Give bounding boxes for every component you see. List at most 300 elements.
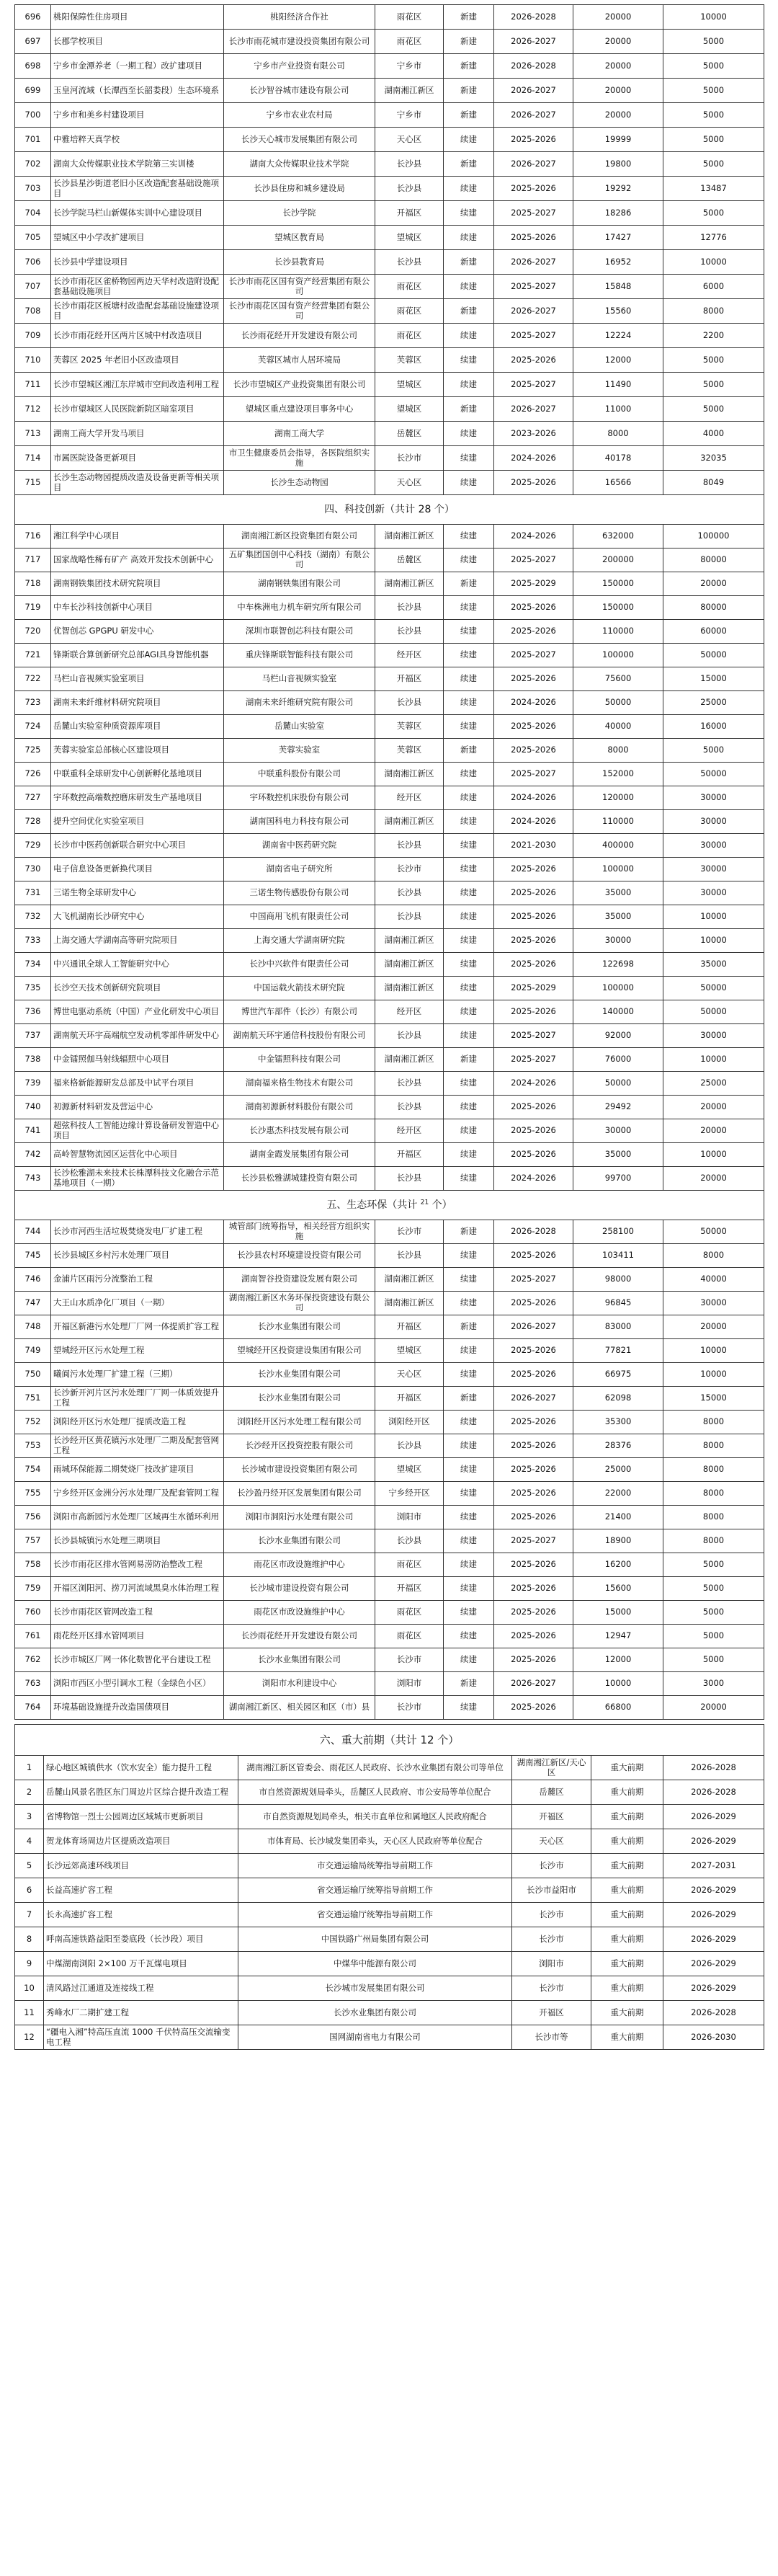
construction-type: 续建 bbox=[444, 977, 494, 1000]
responsible-unit: 长沙惠杰科技发展有限公司 bbox=[224, 1119, 375, 1143]
table-row bbox=[15, 1363, 764, 1387]
planned-investment: 8000 bbox=[663, 1458, 764, 1482]
row-number: 704 bbox=[15, 201, 51, 226]
construction-period: 2025-2027 bbox=[494, 324, 573, 348]
location: 望城区 bbox=[375, 226, 444, 250]
total-investment: 19292 bbox=[573, 177, 663, 201]
construction-period: 2026-2027 bbox=[494, 79, 573, 103]
table-row bbox=[15, 177, 764, 201]
location: 长沙县 bbox=[375, 1096, 444, 1119]
table-row bbox=[15, 2001, 764, 2025]
table-row bbox=[15, 1482, 764, 1506]
construction-period: 2024-2026 bbox=[494, 1072, 573, 1096]
total-investment: 76000 bbox=[573, 1048, 663, 1072]
responsible-unit: 重庆锋斯联智能科技有限公司 bbox=[224, 644, 375, 667]
construction-type: 新建 bbox=[444, 30, 494, 54]
construction-period: 2026-2027 bbox=[494, 299, 573, 324]
project-name: 长沙市城区厂网一体化数智化平台建设工程 bbox=[51, 1648, 224, 1672]
row-number: 9 bbox=[15, 1952, 44, 1976]
row-number: 750 bbox=[15, 1363, 51, 1387]
table-row bbox=[15, 1167, 764, 1191]
total-investment: 96845 bbox=[573, 1292, 663, 1315]
construction-type: 新建 bbox=[444, 397, 494, 422]
table-row bbox=[15, 128, 764, 152]
total-investment: 15848 bbox=[573, 275, 663, 299]
total-investment: 66800 bbox=[573, 1696, 663, 1720]
table-row bbox=[15, 1577, 764, 1601]
planned-investment: 5000 bbox=[663, 1601, 764, 1625]
construction-type: 续建 bbox=[444, 226, 494, 250]
location: 开福区 bbox=[375, 667, 444, 691]
planned-investment: 3000 bbox=[663, 1672, 764, 1696]
table-row bbox=[15, 2025, 764, 2050]
planned-investment: 32035 bbox=[663, 446, 764, 471]
location: 天心区 bbox=[512, 1829, 591, 1854]
location: 长沙县 bbox=[375, 834, 444, 858]
row-number: 719 bbox=[15, 596, 51, 620]
planned-investment: 6000 bbox=[663, 275, 764, 299]
responsible-unit: 望城区重点建设项目事务中心 bbox=[224, 397, 375, 422]
total-investment: 110000 bbox=[573, 620, 663, 644]
construction-type: 续建 bbox=[444, 1601, 494, 1625]
row-number: 12 bbox=[15, 2025, 44, 2050]
responsible-unit: 马栏山音视频实验室 bbox=[224, 667, 375, 691]
project-name: 湖南大众传媒职业技术学院第三实训楼 bbox=[51, 152, 224, 177]
project-name: 高岭智慧物流园区运营化中心项目 bbox=[51, 1143, 224, 1167]
location: 开福区 bbox=[375, 1315, 444, 1339]
row-number: 6 bbox=[15, 1878, 44, 1903]
table-row bbox=[15, 644, 764, 667]
location: 宁乡市 bbox=[375, 103, 444, 128]
location: 长沙县 bbox=[375, 881, 444, 905]
planned-investment: 100000 bbox=[663, 525, 764, 548]
row-number: 711 bbox=[15, 373, 51, 397]
table-row bbox=[15, 1048, 764, 1072]
row-number: 718 bbox=[15, 572, 51, 596]
construction-period: 2026-2028 bbox=[663, 1756, 764, 1780]
project-name: 电子信息设备更新换代项目 bbox=[51, 858, 224, 881]
responsible-unit: 浏阳市水利建设中心 bbox=[224, 1672, 375, 1696]
planned-investment: 20000 bbox=[663, 1315, 764, 1339]
responsible-unit: 长沙市雨花城市建设投资集团有限公司 bbox=[224, 30, 375, 54]
construction-period: 2021-2030 bbox=[494, 834, 573, 858]
row-number: 763 bbox=[15, 1672, 51, 1696]
construction-type: 新建 bbox=[444, 1672, 494, 1696]
total-investment: 150000 bbox=[573, 572, 663, 596]
row-number: 742 bbox=[15, 1143, 51, 1167]
planned-investment: 50000 bbox=[663, 644, 764, 667]
construction-type: 续建 bbox=[444, 786, 494, 810]
construction-type: 重大前期 bbox=[591, 2025, 663, 2050]
construction-type: 续建 bbox=[444, 1363, 494, 1387]
location: 宁乡经开区 bbox=[375, 1482, 444, 1506]
construction-type: 续建 bbox=[444, 471, 494, 495]
row-number: 756 bbox=[15, 1506, 51, 1529]
row-number: 743 bbox=[15, 1167, 51, 1191]
construction-period: 2025-2026 bbox=[494, 471, 573, 495]
row-number: 751 bbox=[15, 1387, 51, 1411]
row-number: 3 bbox=[15, 1805, 44, 1829]
table-row bbox=[15, 422, 764, 446]
construction-type: 重大前期 bbox=[591, 1780, 663, 1805]
location: 开福区 bbox=[375, 1387, 444, 1411]
location: 开福区 bbox=[512, 2001, 591, 2025]
table-row bbox=[15, 977, 764, 1000]
project-name: 绿心地区城镇供水（饮水安全）能力提升工程 bbox=[44, 1756, 238, 1780]
total-investment: 11000 bbox=[573, 397, 663, 422]
construction-period: 2025-2029 bbox=[494, 572, 573, 596]
planned-investment: 8000 bbox=[663, 1244, 764, 1268]
total-investment: 120000 bbox=[573, 786, 663, 810]
table-row bbox=[15, 299, 764, 324]
location: 长沙县 bbox=[375, 1434, 444, 1458]
construction-type: 续建 bbox=[444, 1529, 494, 1553]
construction-period: 2025-2026 bbox=[494, 1482, 573, 1506]
responsible-unit: 长沙县住房和城乡建设局 bbox=[224, 177, 375, 201]
construction-type: 续建 bbox=[444, 1696, 494, 1720]
row-number: 708 bbox=[15, 299, 51, 324]
responsible-unit: 长沙市雨花区国有资产经营集团有限公司 bbox=[224, 275, 375, 299]
location: 雨花区 bbox=[375, 299, 444, 324]
row-number: 702 bbox=[15, 152, 51, 177]
project-name: 长沙新开河片区污水处理厂厂网一体质效提升工程 bbox=[51, 1387, 224, 1411]
row-number: 720 bbox=[15, 620, 51, 644]
location: 长沙市 bbox=[375, 446, 444, 471]
construction-period: 2025-2027 bbox=[494, 373, 573, 397]
responsible-unit: 长沙市望城区产业投资集团有限公司 bbox=[224, 373, 375, 397]
project-name: 长郡学校项目 bbox=[51, 30, 224, 54]
responsible-unit: 市自然资源规划局牵头，岳麓区人民政府、市公安局等单位配合 bbox=[238, 1780, 512, 1805]
table-row bbox=[15, 1696, 764, 1720]
table-row bbox=[15, 834, 764, 858]
construction-type: 续建 bbox=[444, 525, 494, 548]
responsible-unit: 中国运载火箭技术研究院 bbox=[224, 977, 375, 1000]
project-name: 博世电驱动系统（中国）产业化研发中心项目 bbox=[51, 1000, 224, 1024]
construction-period: 2025-2026 bbox=[494, 1553, 573, 1577]
responsible-unit: 长沙天心城市发展集团有限公司 bbox=[224, 128, 375, 152]
total-investment: 100000 bbox=[573, 858, 663, 881]
planned-investment: 15000 bbox=[663, 667, 764, 691]
responsible-unit: 湖南湘江新区管委会、雨花区人民政府、长沙水业集团有限公司等单位 bbox=[238, 1756, 512, 1780]
construction-period: 2025-2026 bbox=[494, 1363, 573, 1387]
construction-period: 2025-2026 bbox=[494, 929, 573, 953]
table-row bbox=[15, 275, 764, 299]
construction-type: 续建 bbox=[444, 1506, 494, 1529]
project-name: 长沙市望城区人民医院新院区暗室项目 bbox=[51, 397, 224, 422]
responsible-unit: 湖南省中医药研究院 bbox=[224, 834, 375, 858]
total-investment: 18900 bbox=[573, 1529, 663, 1553]
location: 天心区 bbox=[375, 471, 444, 495]
planned-investment: 10000 bbox=[663, 1048, 764, 1072]
location: 岳麓区 bbox=[375, 422, 444, 446]
location: 湖南湘江新区 bbox=[375, 1048, 444, 1072]
total-investment: 92000 bbox=[573, 1024, 663, 1048]
table-row bbox=[15, 1976, 764, 2001]
project-name: 宁乡市金潭养老（一期工程）改扩建项目 bbox=[51, 54, 224, 79]
responsible-unit: 长沙县松雅湖城建投资有限公司 bbox=[224, 1167, 375, 1191]
row-number: 744 bbox=[15, 1220, 51, 1244]
section-row-eco-title bbox=[15, 1191, 764, 1220]
construction-type: 续建 bbox=[444, 548, 494, 572]
responsible-unit: 市自然资源规划局牵头，相关市直单位和属地区人民政府配合 bbox=[238, 1805, 512, 1829]
planned-investment: 5000 bbox=[663, 152, 764, 177]
construction-period: 2025-2026 bbox=[494, 1411, 573, 1434]
total-investment: 15000 bbox=[573, 1601, 663, 1625]
project-name: 长沙市中医药创新联合研究中心项目 bbox=[51, 834, 224, 858]
responsible-unit: 国网湖南省电力有限公司 bbox=[238, 2025, 512, 2050]
planned-investment: 10000 bbox=[663, 5, 764, 30]
responsible-unit: 五矿集团国创中心科技（湖南）有限公司 bbox=[224, 548, 375, 572]
location: 湖南湘江新区 bbox=[375, 953, 444, 977]
total-investment: 258100 bbox=[573, 1220, 663, 1244]
row-number: 705 bbox=[15, 226, 51, 250]
table-row bbox=[15, 620, 764, 644]
construction-type: 新建 bbox=[444, 1387, 494, 1411]
row-number: 735 bbox=[15, 977, 51, 1000]
location: 雨花区 bbox=[375, 1601, 444, 1625]
construction-period: 2024-2026 bbox=[494, 525, 573, 548]
project-name: 长沙市雨花经开区两片区城中村改造项目 bbox=[51, 324, 224, 348]
row-number: 727 bbox=[15, 786, 51, 810]
responsible-unit: 宁乡市产业投资有限公司 bbox=[224, 54, 375, 79]
row-number: 759 bbox=[15, 1577, 51, 1601]
construction-type: 重大前期 bbox=[591, 1829, 663, 1854]
total-investment: 75600 bbox=[573, 667, 663, 691]
construction-period: 2026-2027 bbox=[494, 397, 573, 422]
table-row bbox=[15, 1952, 764, 1976]
total-investment: 8000 bbox=[573, 422, 663, 446]
table-row bbox=[15, 763, 764, 786]
construction-type: 续建 bbox=[444, 1024, 494, 1048]
total-investment: 19999 bbox=[573, 128, 663, 152]
row-number: 710 bbox=[15, 348, 51, 373]
construction-type: 续建 bbox=[444, 373, 494, 397]
responsible-unit: 长沙水业集团有限公司 bbox=[224, 1648, 375, 1672]
total-investment: 30000 bbox=[573, 929, 663, 953]
table-row bbox=[15, 905, 764, 929]
row-number: 747 bbox=[15, 1292, 51, 1315]
section-heading: 四、科技创新（共计 28 个） bbox=[324, 503, 455, 515]
project-name: 中金镭照伽马射线辐照中心项目 bbox=[51, 1048, 224, 1072]
construction-period: 2025-2026 bbox=[494, 1696, 573, 1720]
total-investment: 20000 bbox=[573, 54, 663, 79]
planned-investment: 60000 bbox=[663, 620, 764, 644]
planned-investment: 80000 bbox=[663, 548, 764, 572]
table-row bbox=[15, 348, 764, 373]
location: 开福区 bbox=[375, 1143, 444, 1167]
construction-type: 续建 bbox=[444, 881, 494, 905]
row-number: 752 bbox=[15, 1411, 51, 1434]
row-number: 731 bbox=[15, 881, 51, 905]
project-name: 长沙县城镇污水处理三期项目 bbox=[51, 1529, 224, 1553]
location: 望城区 bbox=[375, 397, 444, 422]
table-row bbox=[15, 1000, 764, 1024]
planned-investment: 30000 bbox=[663, 858, 764, 881]
construction-period: 2026-2028 bbox=[494, 54, 573, 79]
row-number: 725 bbox=[15, 739, 51, 763]
row-number: 723 bbox=[15, 691, 51, 715]
planned-investment: 4000 bbox=[663, 422, 764, 446]
responsible-unit: 望城经开区投资建设集团有限公司 bbox=[224, 1339, 375, 1363]
planned-investment: 8000 bbox=[663, 1434, 764, 1458]
construction-period: 2026-2027 bbox=[494, 250, 573, 275]
row-number: 706 bbox=[15, 250, 51, 275]
construction-period: 2026-2028 bbox=[663, 2001, 764, 2025]
construction-period: 2025-2027 bbox=[494, 201, 573, 226]
project-name: 湖南工商大学开发马项目 bbox=[51, 422, 224, 446]
construction-type: 续建 bbox=[444, 1411, 494, 1434]
construction-type: 续建 bbox=[444, 1292, 494, 1315]
table-row bbox=[15, 691, 764, 715]
table-row bbox=[15, 1506, 764, 1529]
project-name: 贺龙体育场周边片区提质改造项目 bbox=[44, 1829, 238, 1854]
total-investment: 10000 bbox=[573, 1672, 663, 1696]
responsible-unit: 湖南航天环宇通信科技股份有限公司 bbox=[224, 1024, 375, 1048]
location: 宁乡市 bbox=[375, 54, 444, 79]
responsible-unit: 湖南钢铁集团有限公司 bbox=[224, 572, 375, 596]
responsible-unit: 宇环数控机床股份有限公司 bbox=[224, 786, 375, 810]
row-number: 755 bbox=[15, 1482, 51, 1506]
project-name: 长沙市雨花区管网改造工程 bbox=[51, 1601, 224, 1625]
responsible-unit: 湖南湘江新区、相关园区和区（市）县 bbox=[224, 1696, 375, 1720]
row-number: 11 bbox=[15, 2001, 44, 2025]
total-investment: 8000 bbox=[573, 739, 663, 763]
construction-period: 2026-2029 bbox=[663, 1927, 764, 1952]
construction-type: 续建 bbox=[444, 128, 494, 152]
location: 长沙市等 bbox=[512, 2025, 591, 2050]
planned-investment: 8000 bbox=[663, 299, 764, 324]
planned-investment: 5000 bbox=[663, 1648, 764, 1672]
total-investment: 12947 bbox=[573, 1625, 663, 1648]
construction-type: 续建 bbox=[444, 1648, 494, 1672]
responsible-unit: 长沙智谷城市建设有限公司 bbox=[224, 79, 375, 103]
row-number: 758 bbox=[15, 1553, 51, 1577]
section-row-tech bbox=[15, 495, 764, 525]
project-name: 马栏山音视频实验室项目 bbox=[51, 667, 224, 691]
section-row-tech-title bbox=[15, 495, 764, 525]
construction-period: 2023-2026 bbox=[494, 422, 573, 446]
responsible-unit: 中煤华中能源有限公司 bbox=[238, 1952, 512, 1976]
planned-investment: 5000 bbox=[663, 1625, 764, 1648]
responsible-unit: 湖南省电子研究所 bbox=[224, 858, 375, 881]
project-name: 优智创芯 GPGPU 研发中心 bbox=[51, 620, 224, 644]
responsible-unit: 三诺生物传感股份有限公司 bbox=[224, 881, 375, 905]
row-number: 738 bbox=[15, 1048, 51, 1072]
planned-investment: 5000 bbox=[663, 739, 764, 763]
project-name: 中车长沙科技创新中心项目 bbox=[51, 596, 224, 620]
construction-period: 2026-2029 bbox=[663, 1976, 764, 2001]
construction-type: 续建 bbox=[444, 201, 494, 226]
table-row bbox=[15, 1927, 764, 1952]
construction-type: 续建 bbox=[444, 275, 494, 299]
total-investment: 122698 bbox=[573, 953, 663, 977]
responsible-unit: 望城区教育局 bbox=[224, 226, 375, 250]
construction-period: 2025-2026 bbox=[494, 1601, 573, 1625]
table-row bbox=[15, 1878, 764, 1903]
construction-period: 2025-2027 bbox=[494, 1048, 573, 1072]
total-investment: 66975 bbox=[573, 1363, 663, 1387]
total-investment: 152000 bbox=[573, 763, 663, 786]
planned-investment: 5000 bbox=[663, 103, 764, 128]
location: 岳麓区 bbox=[375, 548, 444, 572]
planned-investment: 5000 bbox=[663, 79, 764, 103]
row-number: 724 bbox=[15, 715, 51, 739]
table-row bbox=[15, 226, 764, 250]
project-name: 提升空间优化实验室项目 bbox=[51, 810, 224, 834]
total-investment: 15600 bbox=[573, 1577, 663, 1601]
row-number: 698 bbox=[15, 54, 51, 79]
total-investment: 21400 bbox=[573, 1506, 663, 1529]
construction-type: 续建 bbox=[444, 1000, 494, 1024]
table-row bbox=[15, 373, 764, 397]
construction-type: 重大前期 bbox=[591, 1976, 663, 2001]
location: 长沙县 bbox=[375, 596, 444, 620]
total-investment: 140000 bbox=[573, 1000, 663, 1024]
location: 经开区 bbox=[375, 644, 444, 667]
row-number: 722 bbox=[15, 667, 51, 691]
project-name: 浏阳市高新园污水处理厂区域再生水循环利用 bbox=[51, 1506, 224, 1529]
responsible-unit: 湖南大众传媒职业技术学院 bbox=[224, 152, 375, 177]
responsible-unit: 长沙雨花经开开发建设有限公司 bbox=[224, 324, 375, 348]
table-row bbox=[15, 30, 764, 54]
major-preliminary-table-body bbox=[15, 1725, 764, 2050]
project-name: 湖南航天环宇高端航空发动机零部件研发中心 bbox=[51, 1024, 224, 1048]
location: 长沙市 bbox=[375, 1648, 444, 1672]
table-row bbox=[15, 548, 764, 572]
table-row bbox=[15, 397, 764, 422]
row-number: 4 bbox=[15, 1829, 44, 1854]
construction-type: 续建 bbox=[444, 1577, 494, 1601]
location: 雨花区 bbox=[375, 324, 444, 348]
construction-period: 2024-2026 bbox=[494, 691, 573, 715]
total-investment: 20000 bbox=[573, 103, 663, 128]
construction-period: 2026-2027 bbox=[494, 30, 573, 54]
planned-investment: 50000 bbox=[663, 763, 764, 786]
construction-type: 续建 bbox=[444, 1244, 494, 1268]
row-number: 736 bbox=[15, 1000, 51, 1024]
construction-period: 2025-2026 bbox=[494, 1292, 573, 1315]
construction-period: 2026-2027 bbox=[494, 1315, 573, 1339]
responsible-unit: 湖南智谷投资建设发展有限公司 bbox=[224, 1268, 375, 1292]
responsible-unit: 宁乡市农业农村局 bbox=[224, 103, 375, 128]
location: 湖南湘江新区/天心区 bbox=[512, 1756, 591, 1780]
planned-investment: 5000 bbox=[663, 373, 764, 397]
row-number: 748 bbox=[15, 1315, 51, 1339]
row-number: 721 bbox=[15, 644, 51, 667]
construction-period: 2025-2026 bbox=[494, 1244, 573, 1268]
construction-type: 续建 bbox=[444, 1167, 494, 1191]
row-number: 754 bbox=[15, 1458, 51, 1482]
construction-period: 2025-2026 bbox=[494, 1119, 573, 1143]
section-row-eco bbox=[15, 1191, 764, 1220]
construction-type: 续建 bbox=[444, 596, 494, 620]
planned-investment: 10000 bbox=[663, 929, 764, 953]
section-heading bbox=[326, 1199, 452, 1211]
table-row bbox=[15, 1119, 764, 1143]
responsible-unit: 长沙水业集团有限公司 bbox=[224, 1363, 375, 1387]
construction-period: 2026-2029 bbox=[663, 1829, 764, 1854]
row-number: 716 bbox=[15, 525, 51, 548]
responsible-unit: 长沙水业集团有限公司 bbox=[224, 1529, 375, 1553]
row-number: 1 bbox=[15, 1756, 44, 1780]
project-name: 宇环数控高端数控磨床研发生产基地项目 bbox=[51, 786, 224, 810]
responsible-unit: 中联重科股份有限公司 bbox=[224, 763, 375, 786]
project-name: 望城区中小学改扩建项目 bbox=[51, 226, 224, 250]
responsible-unit: 中金镭照科技有限公司 bbox=[224, 1048, 375, 1072]
planned-investment: 8000 bbox=[663, 1411, 764, 1434]
responsible-unit: 中国商用飞机有限责任公司 bbox=[224, 905, 375, 929]
table-row bbox=[15, 525, 764, 548]
